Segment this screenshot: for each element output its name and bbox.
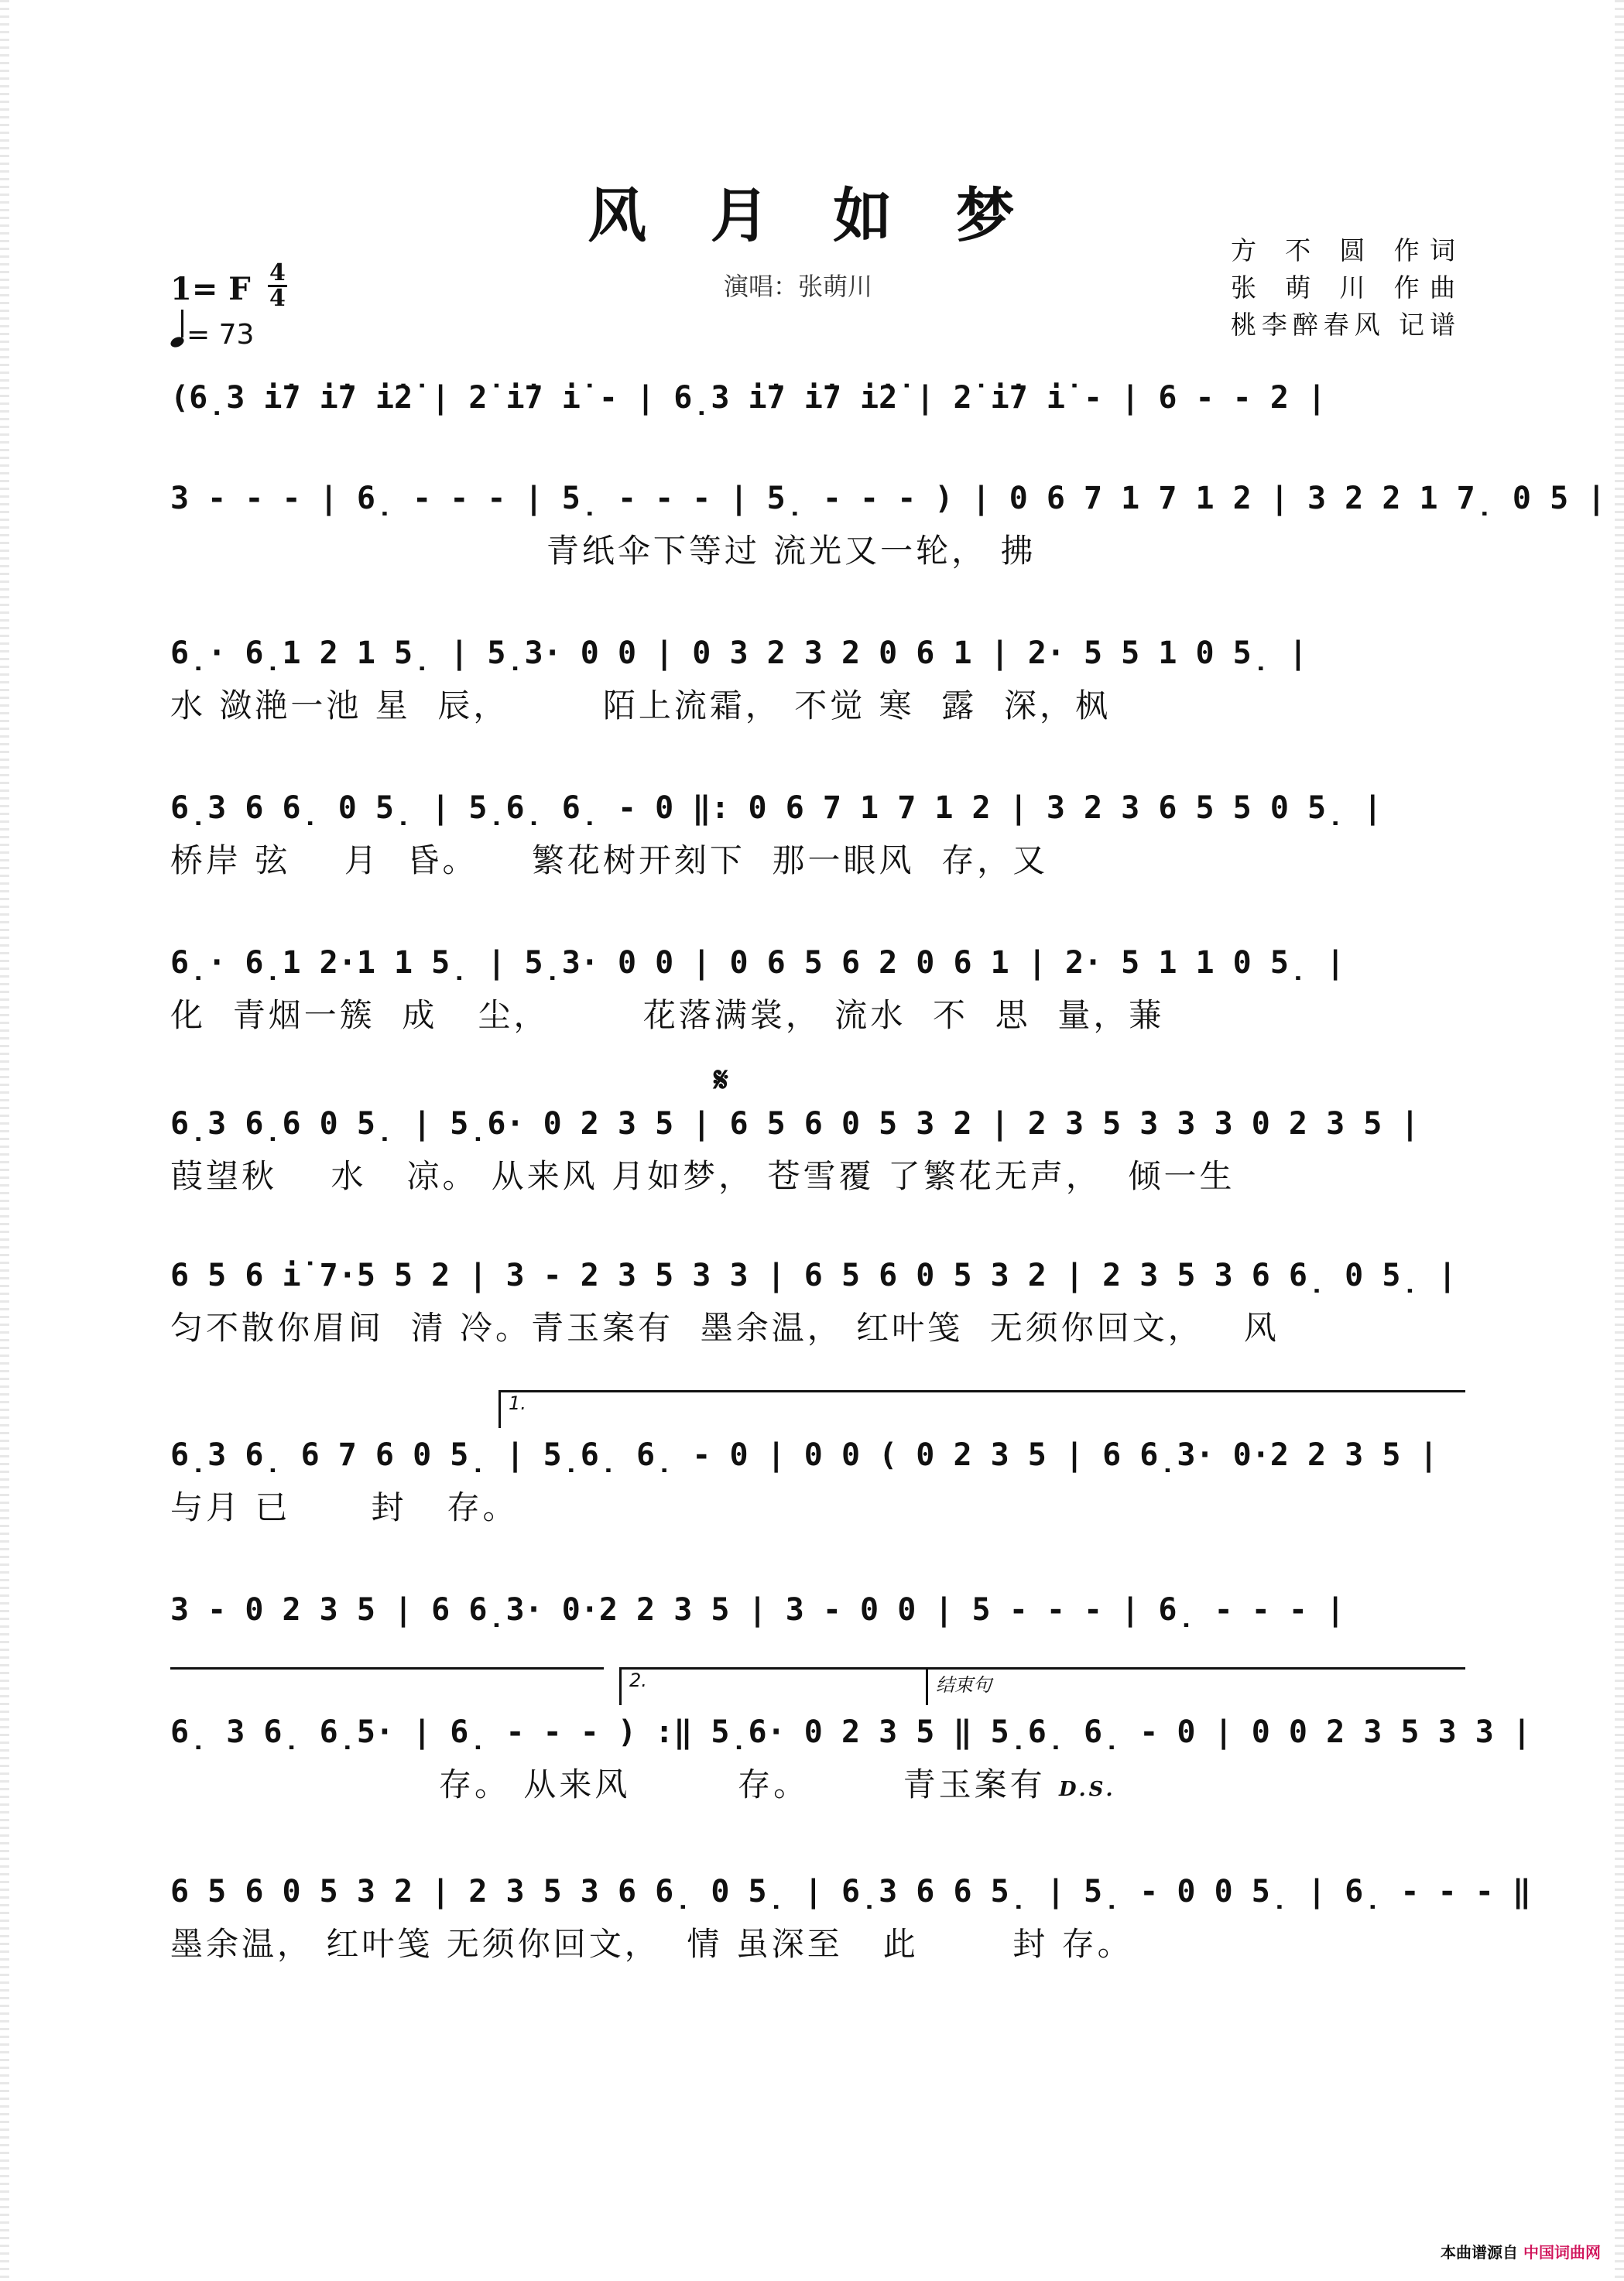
lyrics-line: 水 潋滟一池 星 辰， 陌上流霜， 不觉 寒 露 深，枫: [170, 687, 1111, 724]
notation-line: (6̣3 i̇7 i̇7 i̇2̇ | 2̇ i̇7 i̇ - | 6̣3 i̇7 i̇7 i̇2̇ | 2̇ i̇7 i̇ - | 6 - - 2 |: [170, 380, 1327, 416]
notation-line: 6̣· 6̣1 2·1 1 5̣ | 5̣3· 0 0 | 0 6 5 6 2 0 6 1 | 2· 5 1 1 0 5̣ |: [170, 945, 1345, 981]
notation-line: 6̣3 6̣ 6 7 6 0 5̣ | 5̣6̣ 6̣ - 0 | 0 0 ( 0 2 3 5 | 6 6̣3· 0·2 2 3 5 |: [170, 1437, 1438, 1473]
time-signature: [268, 259, 287, 312]
time-signature-denominator: 4: [269, 285, 286, 312]
lyrics-line: 墨余温， 红叶笺 无须你回文， 情 虽深至 此 封 存。: [170, 1925, 1133, 1963]
notation-line: 6̣· 6̣1 2 1 5̣ | 5̣3· 0 0 | 0 3 2 3 2 0 6 1 | 2· 5 5 1 0 5̣ |: [170, 635, 1308, 671]
first-ending-bracket: 1.: [499, 1390, 1465, 1428]
lyrics-line: 化 青烟一簇 成 尘， 花落满裳， 流水 不 思 量，蒹: [170, 996, 1165, 1034]
notation-line: 6 5 6 i̇ 7·5 5 2 | 3 - 2 3 5 3 3 | 6 5 6 0 5 3 2 | 2 3 5 3 6 6̣ 0 5̣ |: [170, 1258, 1457, 1293]
segno-sign: 𝄋: [714, 1060, 728, 1100]
credits-block: [1231, 232, 1455, 344]
notation-line: 6̣3 6 6̣ 0 5̣ | 5̣6̣ 6̣ - 0 ‖: 0 6 7 1 7 1 2 | 3 2 3 6 5 5 0 5̣ |: [170, 790, 1382, 826]
dal-segno-mark: D.S.: [1058, 1778, 1116, 1801]
key-signature: 1= F: [170, 271, 251, 307]
source-footer: [1441, 2240, 1601, 2262]
notation-line: 3 - - - | 6̣ - - - | 5̣ - - - | 5̣ - - - ) | 0 6 7 1 7 1 2 | 3 2 2 1 7̣ 0 5 |: [170, 481, 1606, 516]
lyrics-line: 葭望秋 水 凉。 从来风 月如梦， 苍雪覆 了繁花无声， 倾一生: [170, 1157, 1235, 1195]
notation-line: 6̣ 3 6̣ 6̣5· | 6̣ - - - ) :‖ 5̣6· 0 2 3 5 ‖ 5̣6̣ 6̣ - 0 | 0 0 2 3 5 3 3 |: [170, 1714, 1531, 1750]
song-title: 风 月 如 梦: [588, 181, 1036, 250]
second-ending-bracket: 2.: [619, 1667, 1094, 1705]
transcriber-credit: 桃李醉春风 记谱: [1231, 310, 1455, 340]
lyrics-line: 与月 已 封 存。: [170, 1488, 519, 1526]
lyrics-line: 青纸伞下等过 流光又一轮， 拂: [170, 532, 1036, 570]
lyrics-line: 桥岸 弦 月 昏。 繁花树开刻下 那一眼风 存，又: [170, 841, 1049, 879]
time-signature-numerator: 4: [269, 259, 286, 286]
lyrics-line: 存。 从来风 存。 青玉案有 D.S.: [170, 1766, 1116, 1803]
singer-credit: 演唱：张萌川: [724, 272, 873, 301]
notation-line: 6̣3 6̣6 0 5̣ | 5̣6· 0 2 3 5 | 6 5 6 0 5 3 2 | 2 3 5 3 3 3 0 2 3 5 |: [170, 1106, 1420, 1142]
coda-ending-bracket: 结束句: [926, 1667, 1465, 1705]
tempo-marking: [170, 316, 254, 351]
left-border-strip: [0, 0, 9, 2281]
notation-line: 6 5 6 0 5 3 2 | 2 3 5 3 6 6̣ 0 5̣ | 6̣3 6 6 5̣ | 5̣ - 0 0 5̣ | 6̣ - - - ‖: [170, 1874, 1531, 1909]
lyrics-line: 匀不散你眉间 清 冷。青玉案有 墨余温， 红叶笺 无须你回文， 风: [170, 1309, 1280, 1347]
right-border-strip: [1615, 0, 1624, 2281]
tempo-value: = 73: [187, 319, 255, 351]
source-label: 本曲谱源自: [1441, 2243, 1519, 2262]
source-site-link[interactable]: 中国词曲网: [1523, 2243, 1601, 2262]
lyricist-credit: 方 不 圆 作词: [1231, 235, 1455, 265]
notation-line: 3 - 0 2 3 5 | 6 6̣3· 0·2 2 3 5 | 3 - 0 0 | 5 - - - | 6̣ - - - |: [170, 1592, 1345, 1628]
composer-credit: 张 萌 川 作曲: [1231, 272, 1455, 303]
